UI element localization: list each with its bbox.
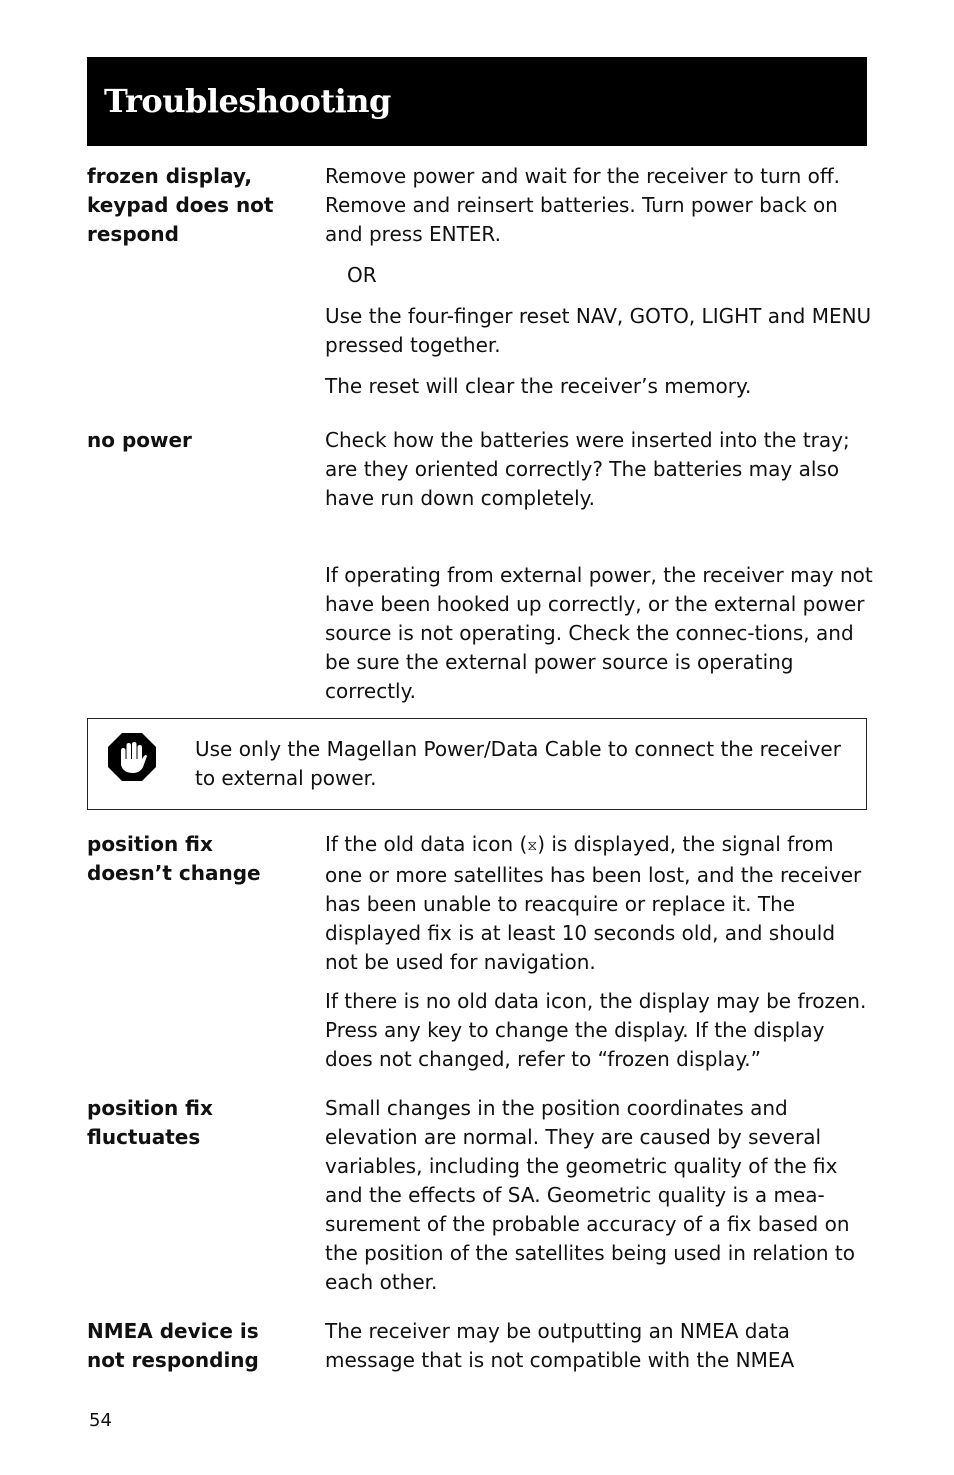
caution-text: Use only the Magellan Power/Data Cable to connect the receiver to external power. [195, 737, 841, 790]
desc-frozen-display-p3: The reset will clear the receiver’s memory. [325, 374, 752, 398]
desc-position-fix-doesnt-change-p2: If there is no old data icon, the display may be frozen. Press any key to change the display. If the display does not changed, refer to “frozen display.” [325, 989, 867, 1071]
desc-frozen-display-p2: Use the four-finger reset NAV, GOTO, LIGHT and MENU pressed together. [325, 304, 872, 357]
desc-frozen-display-p1: Remove power and wait for the receiver to turn off. Remove and reinsert batteries. Turn power back on and press ENTER. [325, 164, 840, 246]
caution-box [87, 718, 867, 810]
term-no-power: no power [87, 428, 192, 452]
page-number: 54 [89, 1410, 112, 1431]
term-position-fix-fluctuates: position fix fluctuates [87, 1096, 213, 1149]
desc-nmea-device: The receiver may be outputting an NMEA data message that is not compatible with the NMEA [325, 1319, 795, 1372]
desc-text-before-icon: If the old data icon ( [325, 832, 528, 856]
desc-position-fix-doesnt-change-p1 [325, 830, 873, 977]
term-nmea-device: NMEA device is not responding [87, 1319, 259, 1372]
old-data-icon: ⧖ [527, 838, 538, 854]
desc-no-power-p2: If operating from external power, the receiver may not have been hooked up correctly, or the external power source is not operating. Check the connec-tions, and be sure the external power source is operating correctly. [325, 563, 873, 703]
section-header-bar [87, 57, 867, 146]
desc-no-power-p1: Check how the batteries were inserted into the tray; are they oriented correctly? The batteries may also have run down completely. [325, 428, 850, 510]
term-position-fix-doesnt-change: position fix doesn’t change [87, 832, 261, 885]
desc-frozen-display-or: OR [347, 263, 377, 287]
page-title: Troubleshooting [104, 82, 391, 120]
term-frozen-display: frozen display, keypad does not respond [87, 164, 274, 246]
desc-position-fix-fluctuates: Small changes in the position coordinates and elevation are normal. They are caused by several variables, including the geometric quality of the fix and the effects of SA. Geometric quality is a mea-surement of the probable accuracy of a fix based on the position of the satellites being used in relation to each other. [325, 1096, 855, 1294]
stop-hand-icon [107, 732, 157, 782]
desc-text-after-icon: ) is displayed, the signal from one or more satellites has been lost, and the receiver has been unable to reacquire or replace it. The displayed fix is at least 10 seconds old, and should not be used for navigation. [325, 832, 862, 974]
